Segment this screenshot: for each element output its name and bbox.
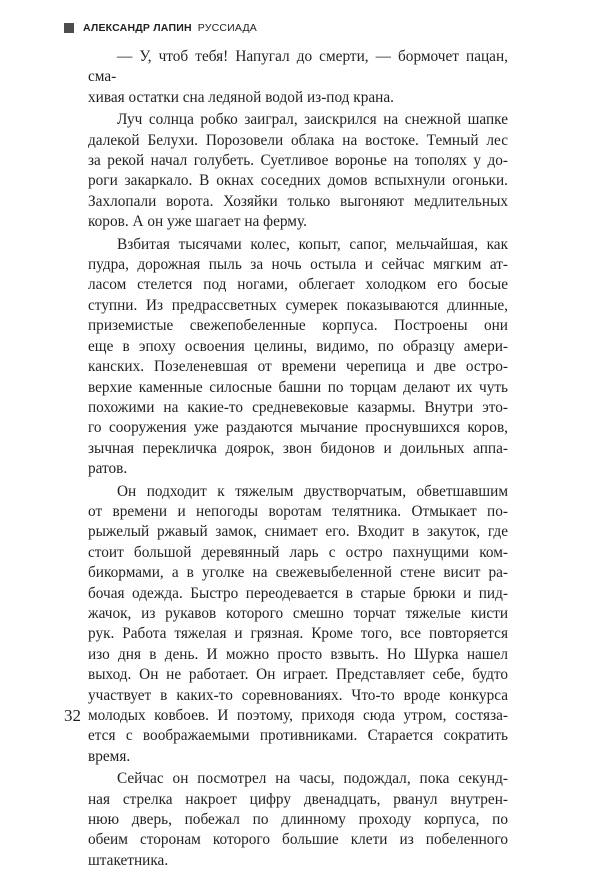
header-book-title: РУССИАДА [197,22,257,34]
text-line: бикормами, а в уголке на свежевыбеленной стене висит ра- [88,564,508,582]
page-number: 32 [64,706,81,725]
text-line: молодых ковбоев. И поэтому, приходя сюда утром, состяза- [88,707,508,724]
text-line: стоит большой деревянный ларь с остро пахнущими ком- [88,543,508,561]
text-line: коров. А он уже шагает на ферму. [88,213,307,231]
text-line: — У, чтоб тебя! Напугал до смерти, — бормочет пацан, сма- [88,48,508,86]
text-line: роги закаркало. В окнах соседних домов вспыхнули огоньки. [88,172,508,190]
text-line: ется с воображаемыми противниками. Старается сократить [88,727,508,745]
text-line: Взбитая тысячами колес, копыт, сапог, мельчайшая, как [117,235,508,253]
text-line: Он подходит к тяжелым двустворчатым, обветшавшим [117,482,508,500]
text-line: ласом стелется под ногами, облегает холодком его босые [88,276,508,294]
header-author: АЛЕКСАНДР ЛАПИН [83,22,192,34]
paragraph [88,769,508,871]
text-line: зычная перекличка доярок, звон бидонов и доильных аппа- [88,439,508,457]
text-line: нюю дверь, побежал по длинному проходу корпуса, по [88,811,508,829]
text-line: штакетника. [88,851,169,869]
text-line: ратов. [88,460,128,478]
text-line: от времени и непогоды воротам телятника. Отмыкает по- [88,502,508,520]
paragraph [88,47,508,108]
text-line: выход. Он не работает. Он играет. Представляет себе, будто [88,666,508,684]
running-header [64,21,257,35]
text-line: обеим сторонам которого большие клети из побеленного [88,831,508,849]
text-line: пудра, дорожная пыль за ночь остыла и сейчас мягким ат- [88,256,508,274]
body-text [88,47,508,873]
text-line: хивая остатки сна ледяной водой из-под крана. [88,88,394,106]
text-line: ступни. Из предрассветных сумерек показываются длинные, [88,296,508,314]
paragraph [88,235,508,480]
text-line: время. [88,747,131,765]
text-line: приземистые свежепобеленные корпуса. Построены они [88,317,508,335]
text-line: участвует в каких-то соревнованиях. Что-то вроде конкурса [88,686,508,704]
text-line: рук. Работа тяжелая и грязная. Кроме того, все повторяется [88,625,508,643]
text-line: канских. Позеленевшая от времени черепица и две остро- [88,358,508,376]
text-line: Луч солнца робко заиграл, заискрился на снежной шапке [117,111,508,129]
text-line: далекой Белухи. Порозовели облака на востоке. Темный лес [88,131,508,149]
text-line: го сооружения уже раздаются мычание проснувшихся коров, [88,419,508,437]
text-line: Захлопали ворота. Хозяйки только выгоняют медлительных [88,192,508,210]
paragraph [88,110,508,232]
text-line: бочая одежда. Быстро переодевается в старые брюки и пид- [88,584,508,602]
text-line: за рекой начал голубеть. Суетливое воронье на тополях у до- [88,152,508,170]
text-line: ная стрелка накроет цифру двенадцать, рванул внутрен- [88,790,508,808]
text-line: рыжелый ржавый замок, снимает его. Входит в закуток, где [88,523,508,541]
text-line: еще в эпоху освоения целины, видимо, по образцу амери- [88,337,508,355]
paragraph [88,482,508,768]
text-line: жачок, из рукавов которого смешно торчат тяжелые кисти [88,604,508,622]
text-line: верхие каменные силосные башни по торцам делают их чуть [88,378,508,396]
text-line: Сейчас он посмотрел на часы, подождал, пока секунд- [117,770,508,788]
header-marker [64,23,74,33]
text-line: похожими на какие-то средневековые казармы. Внутри это- [88,398,508,416]
text-line: изо дня в день. И можно просто взвыть. Но Шурка нашел [88,645,508,663]
